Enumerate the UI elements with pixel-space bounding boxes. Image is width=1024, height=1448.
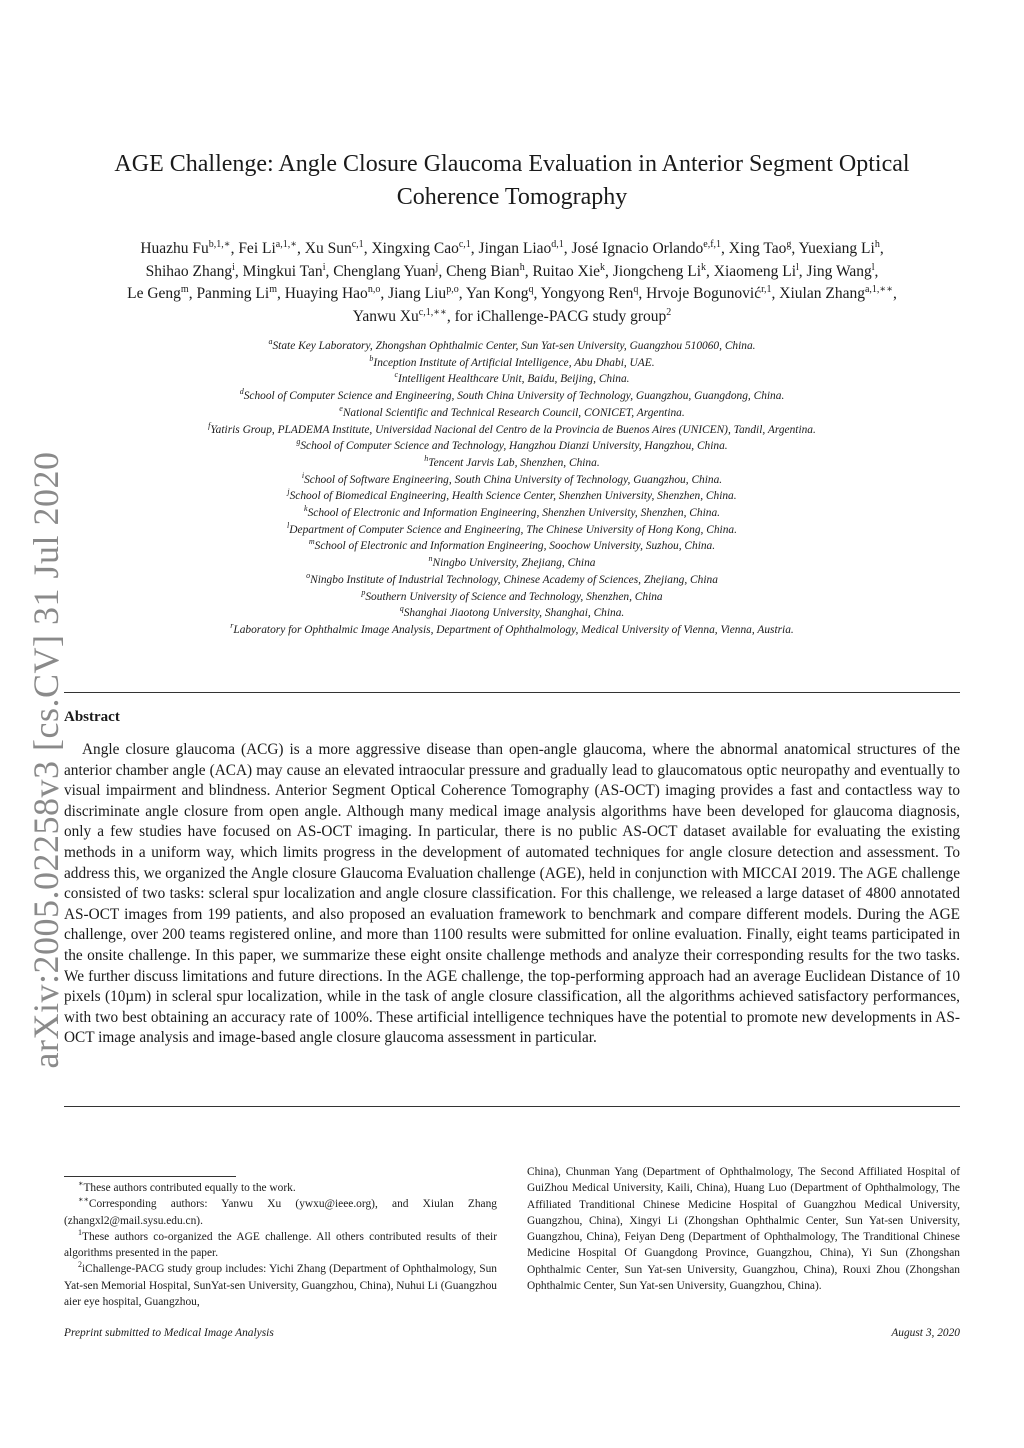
author-affil-mark: j: [435, 261, 439, 273]
author-name: Xiaomeng Li: [713, 262, 796, 280]
author-affil-mark: l: [796, 261, 799, 273]
footnote: [64, 1180, 497, 1196]
arxiv-id: arXiv:2005.02258v3 [cs.CV] 31 Jul 2020: [26, 451, 66, 1069]
affiliation-list: [64, 338, 960, 639]
author-affil-mark: n,o: [367, 283, 381, 295]
author-name: Huazhu Fu: [140, 240, 209, 257]
author-name: Xingxing Cao: [371, 240, 459, 257]
author-name: Yuexiang Li: [798, 240, 875, 257]
footnote-text: These authors co-organized the AGE challenge. All others contributed results of their algorithms presented in the paper.: [64, 1230, 497, 1260]
affiliation-mark: g: [296, 437, 301, 447]
author-affil-mark: i: [322, 261, 326, 273]
affiliation-text: Ningbo Institute of Industrial Technology, Chinese Academy of Sciences, Zhejiang, China: [310, 573, 718, 586]
author-affil-mark: m: [180, 283, 189, 295]
author-name: Jingan Liao: [478, 240, 552, 257]
author: [285, 285, 381, 302]
affiliation-text: School of Computer Science and Technology, Hangzhou Dianzi University, Hangzhou, China.: [300, 440, 728, 453]
author: [532, 263, 605, 280]
footnote-text: These authors contributed equally to the work.: [83, 1182, 296, 1194]
affiliation: [64, 388, 960, 405]
affiliation-text: School of Biomedical Engineering, Health Science Center, Shenzhen University, Shenzhen, China.: [289, 490, 737, 503]
affiliation: [64, 472, 960, 489]
affiliation-text: Shanghai Jiaotong University, Shanghai, China.: [403, 607, 625, 620]
author-affil-mark: c,1: [351, 238, 364, 250]
affiliation: [64, 438, 960, 455]
author: [779, 285, 893, 302]
author: [238, 240, 297, 257]
affiliation-mark: j: [287, 487, 290, 497]
footnotes-right-column: [527, 1164, 960, 1294]
affiliation-mark: f: [208, 420, 211, 430]
author: [446, 263, 525, 280]
affiliation-mark: b: [369, 353, 374, 363]
footnote-text: iChallenge-PACG study group includes: Yichi Zhang (Department of Ophthalmology, Sun Yat-sen Memorial Hospital, SunYat-sen University, Guangzhou, China), Nuhui Li (Guangzhou aier eye hospital, Guangzhou,: [64, 1263, 497, 1309]
author-name: Xiulan Zhang: [779, 285, 865, 302]
author-name: Ruitao Xie: [532, 262, 601, 280]
author: [371, 240, 470, 257]
author-name: Huaying Hao: [284, 285, 368, 302]
affiliation-mark: c: [394, 370, 399, 380]
affiliation-text: School of Software Engineering, South China University of Technology, Guangzhou, China.: [304, 473, 723, 486]
author-affil-mark: h: [519, 261, 525, 273]
affiliation-mark: a: [268, 337, 273, 347]
affiliation-text: Southern University of Science and Technology, Shenzhen, China: [365, 590, 663, 603]
affiliation-mark: o: [306, 571, 311, 581]
author-affil-mark: p,o: [446, 283, 459, 295]
affiliation: [64, 338, 960, 355]
abstract-bottom-rule: [64, 1106, 960, 1107]
footnote-mark: 2: [78, 1260, 82, 1270]
affiliation: [64, 572, 960, 589]
footnote: [64, 1229, 497, 1262]
affiliation-text: Inception Institute of Artificial Intelligence, Abu Dhabi, UAE.: [373, 356, 655, 369]
affiliation: [64, 589, 960, 606]
abstract-top-rule: [64, 692, 960, 693]
affiliation: [64, 505, 960, 522]
author-name: Yan Kong: [465, 285, 529, 302]
footnotes-left-column: [64, 1180, 497, 1310]
affiliation-text: Department of Computer Science and Engineering, The Chinese University of Hong Kong, China.: [289, 523, 737, 536]
author-affil-mark: k: [701, 261, 707, 273]
author-name: Xing Tao: [728, 240, 787, 257]
affiliation-mark: l: [287, 520, 290, 530]
author-affil-mark: k: [600, 261, 606, 273]
author-name: Yongyong Ren: [540, 285, 634, 302]
author-affil-mark: r,1: [761, 283, 772, 295]
affiliation-text: Tencent Jarvis Lab, Shenzhen, China.: [428, 456, 600, 469]
author-name: Jiang Liu: [388, 285, 447, 302]
author: [466, 285, 534, 302]
author-affil-mark: l: [871, 261, 875, 273]
affiliation: [64, 605, 960, 622]
author-name: Xu Sun: [304, 240, 352, 257]
author-name: Yanwu Xu: [352, 307, 419, 325]
affiliation-mark: k: [304, 504, 308, 514]
author: [140, 240, 230, 257]
author-affil-mark: q: [633, 283, 639, 295]
affiliation: [64, 371, 960, 388]
author: [646, 285, 771, 302]
author-affil-mark: g: [786, 238, 792, 250]
author-affil-mark: q: [528, 283, 534, 295]
author: [613, 263, 706, 280]
author: [305, 240, 364, 257]
affiliation: [64, 355, 960, 372]
author-affil-mark: m: [269, 283, 277, 295]
author-affil-mark: c,1,∗∗: [418, 306, 447, 318]
author: [714, 263, 799, 280]
footnote-mark: ∗: [78, 1179, 84, 1189]
affiliation-mark: m: [308, 537, 315, 547]
author-name: Jing Wang: [806, 262, 872, 280]
author-affil-mark: a,1,∗∗: [864, 283, 894, 295]
paper-title: AGE Challenge: Angle Closure Glaucoma Evaluation in Anterior Segment Optical Coherence Tomography: [114, 151, 910, 210]
affiliation-mark: n: [428, 554, 433, 564]
footnote-mark: 1: [78, 1228, 82, 1238]
author: [729, 240, 792, 257]
author-name: Jiongcheng Li: [612, 262, 702, 280]
affiliation-mark: e: [339, 404, 343, 414]
footnote: [64, 1261, 497, 1310]
footer-date: August 3, 2020: [891, 1327, 960, 1339]
affiliation-mark: q: [399, 604, 404, 614]
affiliation-mark: d: [239, 387, 244, 397]
affiliation-text: Yatiris Group, PLADEMA Institute, Universidad Nacional del Centro de la Provincia de Buenos Aires (UNICEN), Tandil, Argentina.: [210, 423, 816, 436]
author-affil-mark: a,1,∗: [275, 238, 298, 250]
affiliation-text: Intelligent Healthcare Unit, Baidu, Beijing, China.: [398, 373, 630, 386]
affiliation-text: School of Computer Science and Engineering, South China University of Technology, Guangzhou, Guangdong, China.: [243, 390, 785, 403]
affiliation-mark: h: [424, 454, 429, 464]
affiliation-text: National Scientific and Technical Research Council, CONICET, Argentina.: [342, 406, 685, 419]
author-affil-mark: h: [874, 238, 880, 250]
footer-journal: Preprint submitted to Medical Image Analysis: [64, 1327, 274, 1339]
author: [127, 285, 189, 302]
footnote-text: Corresponding authors: Yanwu Xu (ywxu@ieee.org), and Xiulan Zhang (zhangxl2@mail.sysu.edu.cn).: [64, 1198, 497, 1227]
author: [541, 285, 639, 302]
author-affil-mark: e,f,1: [703, 238, 722, 250]
author-name: Fei Li: [238, 240, 276, 257]
abstract-heading: Abstract: [64, 709, 120, 725]
footnote: [64, 1196, 497, 1229]
affiliation-text: Laboratory for Ophthalmic Image Analysis, Department of Ophthalmology, Medical University of Vienna, Vienna, Austria.: [233, 623, 794, 636]
author: [353, 308, 447, 325]
footnote-rule: [64, 1176, 236, 1177]
abstract-text: Angle closure glaucoma (ACG) is a more aggressive disease than open-angle glaucoma, where the abnormal anatomical structures of the anterior chamber angle (ACA) may cause an elevated intraocular pressure and gradually lead to glaucomatous optic neuropathy and eventually to visual impairment and blindness. Anterior Segment Optical Coherence Tomography (AS-OCT) imaging provides a fast and contactless way to discriminate angle closure from open angle. Although many medical image analysis algorithms have been developed for glaucoma diagnosis, only a few studies have focused on AS-OCT imaging. In particular, there is no public AS-OCT dataset available for evaluating the existing methods in a uniform way, which limits progress in the development of automated techniques for angle closure detection and assessment. To address this, we organized the Angle closure Glaucoma Evaluation challenge (AGE), held in conjunction with MICCAI 2019. The AGE challenge consisted of two tasks: scleral spur localization and angle closure classification. For this challenge, we released a large dataset of 4800 annotated AS-OCT images from 199 patients, and also proposed an evaluation framework to benchmark and compare different models. During the AGE challenge, over 200 teams registered online, and more than 1100 results were submitted for online evaluation. Finally, eight teams participated in the onsite challenge. In this paper, we summarize these eight onsite challenge methods and analyze their corresponding results for the two tasks. We further discuss limitations and future directions. In the AGE challenge, the top-performing approach had an average Euclidean Distance of 10 pixels (10µm) in scleral spur localization, while in the task of angle closure classification, all the algorithms achieved satisfactory performances, with two best obtaining an accuracy rate of 100%. These artificial intelligence techniques have the potential to promote new developments in AS-OCT image analysis and image-based angle closure glaucoma assessment in particular.: [64, 741, 960, 1047]
affiliation: [64, 522, 960, 539]
author: [572, 240, 722, 257]
author: [196, 285, 277, 302]
affiliation-text: School of Electronic and Information Engineering, Soochow University, Suzhou, China.: [314, 540, 716, 553]
author: [333, 263, 438, 280]
affiliation-text: School of Electronic and Information Engineering, Shenzhen University, Shenzhen, China.: [307, 507, 720, 520]
affiliation: [64, 622, 960, 639]
footnote-mark: ∗∗: [78, 1195, 89, 1205]
author: [146, 263, 235, 280]
author-group-mark: 2: [666, 306, 672, 318]
affiliation-mark: i: [301, 470, 305, 480]
affiliation: [64, 405, 960, 422]
author-affil-mark: i: [232, 261, 235, 273]
author-name: Le Geng: [127, 285, 181, 302]
author: [807, 263, 875, 280]
affiliation-text: State Key Laboratory, Zhongshan Ophthalmic Center, Sun Yat-sen University, Guangzhou 510060, China.: [272, 340, 756, 352]
author-name: Panming Li: [196, 285, 270, 302]
affiliation: [64, 422, 960, 439]
author-affil-mark: c,1: [458, 238, 471, 250]
author-name: Shihao Zhang: [145, 262, 233, 280]
footnote-continuation: China), Chunman Yang (Department of Ophthalmology, The Second Affiliated Hospital of GuiZhou Medical University, Kaili, China), Huang Luo (Department of Ophthalmology, The Affiliated Tranditional Chinese Medicine Hospital of Guangzhou Medical University, Guangzhou, China), Xingyi Li (Zhongshan Ophthalmic Center, Sun Yat-sen University, Guangzhou, China), Feiyan Deng (Department of Ophthalmology, The Tranditional Chinese Medicine Hospital Of Guangdong Province, Guangzhou, China), Yi Sun (Zhongshan Ophthalmic Center, Sun Yat-sen University, Guangzhou, China), Rouxi Zhou (Zhongshan Ophthalmic Center, Sun Yat-sen University, Guangzhou, China).: [527, 1166, 960, 1293]
author-name: Cheng Bian: [446, 262, 520, 280]
affiliation: [64, 538, 960, 555]
affiliation: [64, 555, 960, 572]
author-list: Huazhu $Fu^{b,1,∗}$, Fei $Li^{a,1,∗}$, Xu Sun$^{c,1}$, Xingxing Cao$^{c,1}$, Jingan Liao$^{d,1}$, José Ignacio Orlando$^{e,f,1}$, Xing Tao$^g$, Yuexiang Li$^h$, Shihao Zhang$^i$, Mingkui Tan$^i$, Chenglang Yuan$^j$, Cheng Bian$^h$, Ruitao Xie$^k$, Jiongcheng Li$^k$, Xiaomeng Li$^l$, Jing Wang$^l$, Le Geng$^m$, Panming Li$^m$, Huaying Hao$^{n,o}$, Jiang Liu$^{p,o}$, Yan Kong$^q$, Yongyong Ren$^q$, Hrvoje Bogunović$^{r,1}$, Xiulan Zhang$^{a,1,∗∗}$, Yanwu $Xu^{c,1,∗∗}$, for iChallenge-PACG study group$^2$: [127, 238, 897, 325]
author-affil-mark: d,1: [551, 238, 564, 250]
author-affil-mark: b,1,∗: [208, 238, 231, 250]
author: [388, 285, 459, 302]
affiliation: [64, 455, 960, 472]
author-name: Hrvoje Bogunović: [646, 285, 762, 302]
author-name: Mingkui Tan: [242, 262, 323, 280]
author: [479, 240, 564, 257]
author-name: Chenglang Yuan: [333, 262, 436, 280]
affiliation-mark: r: [230, 621, 234, 631]
author-name: José Ignacio Orlando: [571, 240, 704, 257]
author: [243, 263, 326, 280]
affiliation-text: Ningbo University, Zhejiang, China: [432, 557, 596, 570]
affiliation: [64, 488, 960, 505]
author: [799, 240, 880, 257]
affiliation-mark: p: [361, 587, 366, 597]
author-group: , for iChallenge-PACG study group: [446, 307, 667, 325]
